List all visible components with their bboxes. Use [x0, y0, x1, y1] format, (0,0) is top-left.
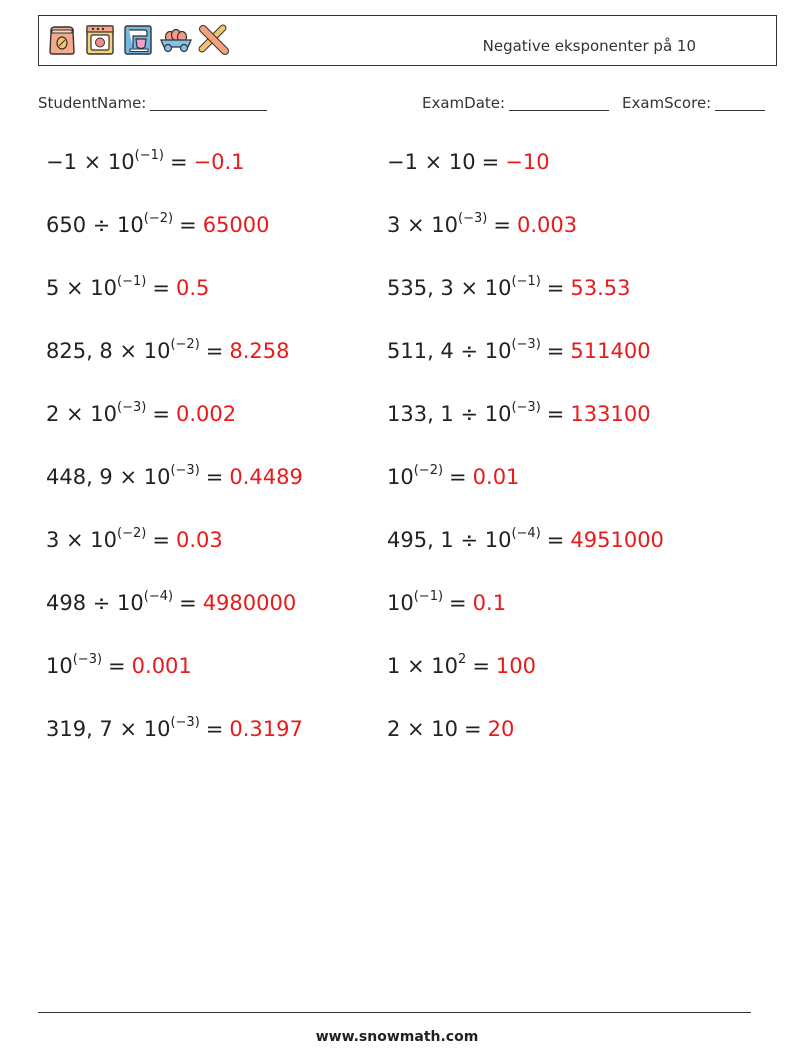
problem-item — [46, 465, 303, 489]
problem-answer: 4951000 — [570, 528, 664, 552]
problem-exponent: (−2) — [117, 526, 147, 541]
exam-score-label: ExamScore: — [622, 94, 712, 112]
problem-expression: 319, 7 × 10 — [46, 717, 171, 741]
problem-exponent: (−1) — [511, 274, 541, 289]
equals-sign: = — [472, 654, 490, 678]
problem-answer: 0.01 — [472, 465, 520, 489]
problem-answer: 0.1 — [472, 591, 507, 615]
student-name-field[interactable] — [38, 94, 267, 112]
equals-sign: = — [179, 213, 197, 237]
header-icons — [45, 23, 231, 57]
student-name-line[interactable] — [150, 96, 267, 111]
problem-expression: 10 — [387, 465, 414, 489]
problem-item — [387, 339, 651, 363]
problem-exponent: (−3) — [511, 400, 541, 415]
problem-answer: 133100 — [570, 402, 651, 426]
problem-item — [387, 654, 536, 678]
student-name-label: StudentName: — [38, 94, 147, 112]
equals-sign: = — [546, 276, 565, 300]
equals-sign: = — [205, 717, 224, 741]
problem-exponent: (−2) — [143, 211, 174, 226]
problem-item — [46, 276, 209, 300]
problem-item — [46, 339, 290, 363]
flour-sack-icon — [45, 23, 79, 57]
problem-exponent: (−2) — [413, 463, 444, 478]
worksheet-title: Negative eksponenter på 10 — [482, 37, 696, 55]
problem-item — [46, 402, 236, 426]
problem-expression: −1 × 10 — [387, 150, 476, 174]
problem-answer: −10 — [505, 150, 550, 174]
problem-expression: 10 — [387, 591, 414, 615]
equals-sign: = — [481, 150, 500, 174]
footer-url: www.snowmath.com — [315, 1029, 479, 1045]
problem-item — [387, 465, 519, 489]
exam-date-line[interactable] — [509, 96, 609, 111]
problem-expression: 3 × 10 — [46, 528, 118, 552]
equals-sign: = — [449, 591, 467, 615]
problem-item — [387, 213, 577, 237]
problem-expression: 448, 9 × 10 — [46, 465, 171, 489]
problem-answer: 0.5 — [175, 276, 210, 300]
exam-score-field[interactable] — [622, 94, 765, 112]
problem-exponent: (−2) — [170, 337, 200, 352]
problem-answer: 0.002 — [175, 402, 237, 426]
problem-exponent: (−4) — [511, 526, 541, 541]
problem-exponent: (−4) — [143, 589, 174, 604]
problem-answer: 511400 — [570, 339, 651, 363]
problem-exponent: (−3) — [170, 715, 200, 730]
equals-sign: = — [169, 150, 188, 174]
problem-answer: 53.53 — [570, 276, 631, 300]
equals-sign: = — [546, 402, 565, 426]
problem-expression: 511, 4 ÷ 10 — [387, 339, 512, 363]
problem-expression: 495, 1 ÷ 10 — [387, 528, 512, 552]
problem-exponent: (−3) — [117, 400, 147, 415]
problem-answer: 0.003 — [516, 213, 578, 237]
equals-sign: = — [108, 654, 126, 678]
equals-sign: = — [546, 528, 565, 552]
equals-sign: = — [493, 213, 511, 237]
problem-answer: 8.258 — [229, 339, 290, 363]
equals-sign: = — [179, 591, 197, 615]
problem-item — [46, 528, 223, 552]
problem-exponent: (−3) — [458, 211, 488, 226]
worksheet-header — [38, 15, 777, 66]
oven-icon — [83, 23, 117, 57]
problem-answer: 20 — [487, 717, 515, 741]
problem-answer: 65000 — [202, 213, 270, 237]
problem-expression: 5 × 10 — [46, 276, 118, 300]
problem-exponent: (−3) — [72, 652, 103, 667]
problem-answer: 0.03 — [175, 528, 223, 552]
equals-sign: = — [449, 465, 467, 489]
problem-item — [46, 213, 270, 237]
problem-exponent: (−1) — [413, 589, 444, 604]
exam-date-field[interactable] — [422, 94, 609, 112]
problem-expression: 3 × 10 — [387, 213, 459, 237]
problem-answer: −0.1 — [193, 150, 245, 174]
problem-expression: 535, 3 × 10 — [387, 276, 512, 300]
problem-answer: 4980000 — [202, 591, 297, 615]
problem-expression: 2 × 10 — [387, 717, 459, 741]
egg-carton-icon — [159, 23, 193, 57]
problem-expression: 1 × 10 — [387, 654, 459, 678]
rolling-pin-icon — [197, 23, 231, 57]
equals-sign: = — [546, 339, 565, 363]
problem-item — [387, 402, 651, 426]
problem-item — [387, 150, 550, 174]
problem-exponent: 2 — [458, 652, 467, 667]
footer-divider — [38, 1012, 751, 1013]
problem-expression: 650 ÷ 10 — [46, 213, 144, 237]
problem-expression: 10 — [46, 654, 73, 678]
problem-item — [46, 591, 296, 615]
problem-item — [387, 528, 664, 552]
problem-item — [387, 717, 514, 741]
problem-exponent: (−3) — [170, 463, 200, 478]
problem-answer: 100 — [495, 654, 537, 678]
equals-sign: = — [205, 465, 224, 489]
problem-expression: 825, 8 × 10 — [46, 339, 171, 363]
equals-sign: = — [205, 339, 224, 363]
equals-sign: = — [152, 276, 170, 300]
problem-item — [387, 276, 631, 300]
problem-exponent: (−1) — [117, 274, 147, 289]
problem-expression: 498 ÷ 10 — [46, 591, 144, 615]
problem-answer: 0.001 — [131, 654, 192, 678]
problem-exponent: (−1) — [134, 148, 164, 163]
problem-item — [46, 150, 245, 174]
problem-answer: 0.4489 — [229, 465, 303, 489]
problem-item — [46, 654, 192, 678]
problem-answer: 0.3197 — [229, 717, 303, 741]
equals-sign: = — [464, 717, 482, 741]
equals-sign: = — [152, 528, 170, 552]
exam-score-line[interactable] — [715, 96, 765, 111]
problem-item — [46, 717, 303, 741]
problem-exponent: (−3) — [511, 337, 541, 352]
problem-expression: 2 × 10 — [46, 402, 118, 426]
problem-item — [387, 591, 506, 615]
exam-date-label: ExamDate: — [422, 94, 506, 112]
stand-mixer-icon — [121, 23, 155, 57]
problem-expression: 133, 1 ÷ 10 — [387, 402, 512, 426]
equals-sign: = — [152, 402, 170, 426]
problem-expression: −1 × 10 — [46, 150, 135, 174]
